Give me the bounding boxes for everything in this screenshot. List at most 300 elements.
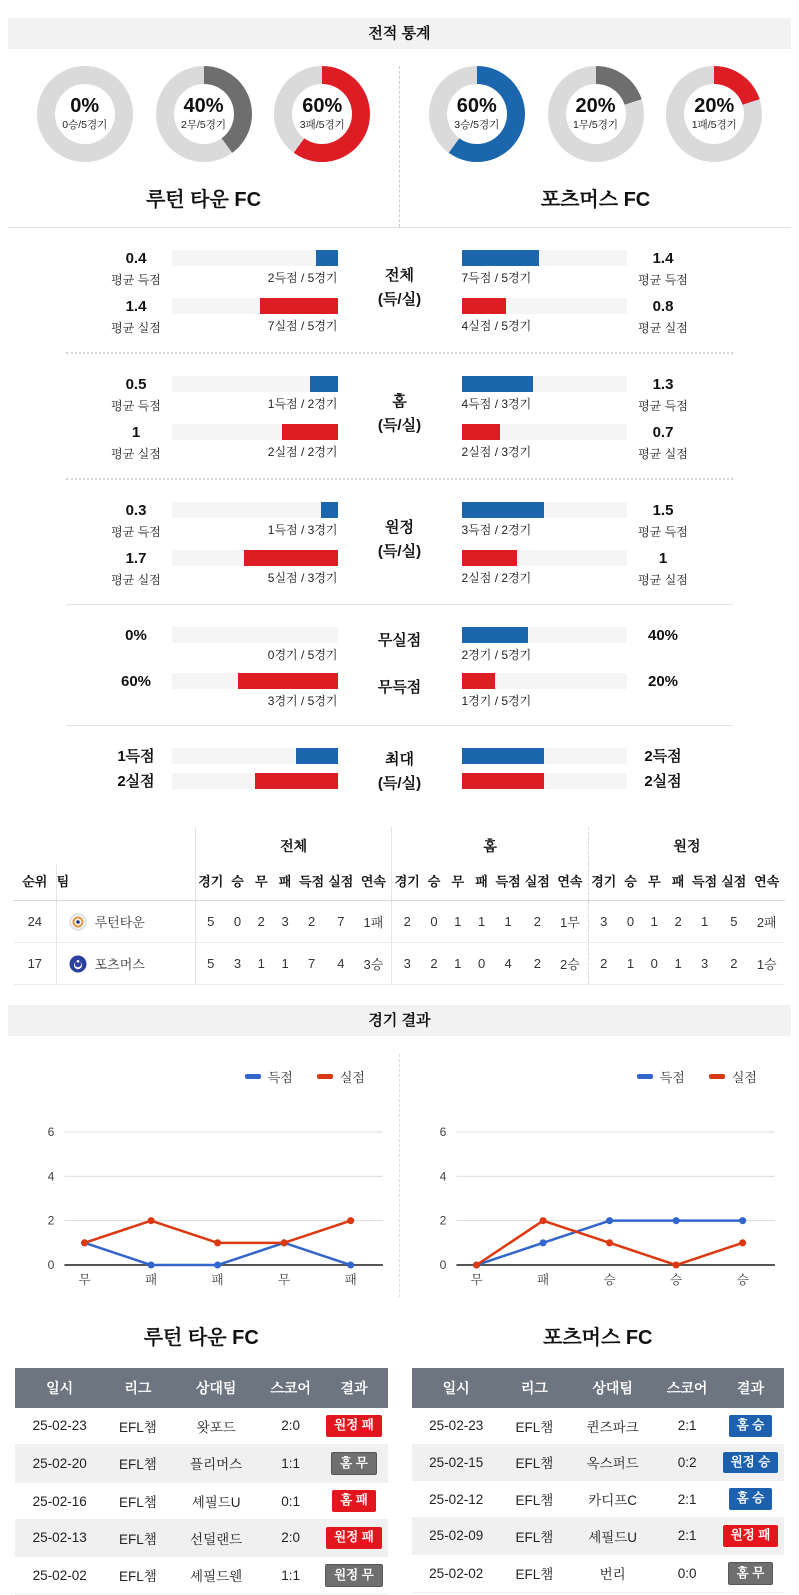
donut-chart-left-2 xyxy=(274,66,370,162)
standings-cell: 2 xyxy=(297,901,326,943)
compare-bar-row xyxy=(104,298,352,336)
col-header-rank: 순위 xyxy=(14,864,56,901)
standings-cell: 0 xyxy=(642,943,666,985)
standings-table xyxy=(14,827,785,985)
bar-value: 0.4 xyxy=(125,250,147,267)
match-opponent: 셰필드U xyxy=(568,1517,657,1554)
standings-cell: 1 xyxy=(249,943,273,985)
bar-fill xyxy=(238,673,337,689)
bar-fill xyxy=(462,424,501,440)
data-point-실점 xyxy=(281,1239,288,1246)
bar-value-label: 평균 득점 xyxy=(111,399,161,413)
result-badge: 원정 패 xyxy=(723,1525,779,1547)
standings-cell: 3승 xyxy=(355,943,392,985)
standings-cell: 5 xyxy=(195,943,225,985)
compare-bar-row xyxy=(104,250,352,288)
chart-left-column xyxy=(8,1054,400,1297)
team-left-summary xyxy=(8,66,400,227)
data-point-실점 xyxy=(148,1217,155,1224)
bar-value-label: 평균 실점 xyxy=(638,321,688,335)
luton-badge-icon xyxy=(69,913,87,931)
match-opponent: 카디프C xyxy=(568,1481,657,1518)
bar-fill xyxy=(462,298,506,314)
bar-value-block xyxy=(104,748,168,765)
match-score: 2:0 xyxy=(261,1408,321,1444)
bar-track xyxy=(462,502,628,518)
chart-right-legend xyxy=(404,1067,787,1086)
bar-value-block xyxy=(104,673,168,709)
match-header-row xyxy=(15,1368,388,1408)
bar-value-label: 평균 득점 xyxy=(638,273,688,287)
portsmouth-badge-icon xyxy=(69,955,87,973)
bar-wrap xyxy=(462,376,628,414)
standings-cell: 2 xyxy=(392,901,422,943)
standings-cell: 1 xyxy=(619,943,643,985)
match-col-header-리그: 리그 xyxy=(501,1368,568,1408)
match-opponent: 셰필드U xyxy=(171,1483,260,1520)
compare-center-label xyxy=(352,748,448,793)
bar-fill xyxy=(282,424,337,440)
data-point-실점 xyxy=(81,1239,88,1246)
match-league: EFL챔 xyxy=(501,1408,568,1444)
stats-section-title: 전적 통계 xyxy=(368,25,431,42)
table-row xyxy=(15,1444,388,1483)
compare-bar-row xyxy=(104,424,352,462)
match-date: 25-02-12 xyxy=(412,1481,501,1518)
y-axis-tick-label: 4 xyxy=(439,1169,447,1184)
bar-fill xyxy=(462,673,495,689)
col-header-승: 승 xyxy=(422,864,446,901)
compare-side-right xyxy=(448,627,696,709)
bar-value-label: 평균 실점 xyxy=(111,447,161,461)
result-badge: 홈 승 xyxy=(729,1488,773,1510)
bar-wrap xyxy=(172,748,338,765)
bar-value: 2실점 xyxy=(644,773,682,790)
bar-sub-label: 4득점 / 3경기 xyxy=(461,397,532,411)
bar-sub-label: 7득점 / 5경기 xyxy=(461,271,532,285)
bar-value-label: 평균 실점 xyxy=(638,447,688,461)
donut-percent-label: 40% xyxy=(183,95,224,117)
legend-item-실점 xyxy=(317,1067,365,1086)
standings-cell: 0 xyxy=(226,901,250,943)
team-left-match-table xyxy=(15,1368,388,1595)
y-axis-tick-label: 0 xyxy=(47,1258,55,1273)
col-header-경기: 경기 xyxy=(588,864,618,901)
x-axis-category-label: 무 xyxy=(78,1273,91,1288)
result-badge: 원정 승 xyxy=(723,1452,779,1474)
compare-bar-row xyxy=(448,773,696,790)
standings-cell: 2 xyxy=(523,901,552,943)
data-point-실점 xyxy=(739,1239,746,1246)
match-result-cell xyxy=(320,1483,387,1520)
bar-value-block xyxy=(631,748,695,765)
match-date: 25-02-15 xyxy=(412,1444,501,1481)
match-opponent: 옥스퍼드 xyxy=(568,1444,657,1481)
standings-cell: 7 xyxy=(326,901,355,943)
bar-wrap xyxy=(462,773,628,790)
compare-side-left xyxy=(104,376,352,462)
col-header-연속: 연속 xyxy=(552,864,589,901)
bar-value: 2득점 xyxy=(644,748,682,765)
line-chart-right xyxy=(404,1102,787,1297)
standings-rank: 24 xyxy=(14,901,56,943)
standings-cell: 0 xyxy=(470,943,494,985)
match-score: 1:1 xyxy=(261,1556,321,1595)
standings-cell: 2 xyxy=(719,943,748,985)
match-score: 0:1 xyxy=(261,1483,321,1520)
donut-hole xyxy=(447,84,507,144)
standings-cell: 3 xyxy=(588,901,618,943)
bar-value-block xyxy=(104,502,168,540)
bar-sub-label: 0경기 / 5경기 xyxy=(267,648,338,662)
match-league: EFL챔 xyxy=(104,1556,171,1595)
donut-percent-label: 60% xyxy=(456,95,497,117)
bar-value-block xyxy=(104,298,168,336)
bar-fill xyxy=(462,773,545,789)
chart-right-column xyxy=(400,1054,791,1297)
x-axis-category-label: 승 xyxy=(603,1273,616,1288)
standings-cell: 5 xyxy=(719,901,748,943)
team-right-donut-row xyxy=(400,66,791,162)
col-header-team: 팀 xyxy=(56,864,195,901)
results-section-header xyxy=(8,1005,791,1036)
legend-label: 득점 xyxy=(659,1070,685,1085)
y-axis-tick-label: 6 xyxy=(439,1125,447,1140)
table-row xyxy=(412,1481,785,1518)
standings-cell: 2 xyxy=(422,943,446,985)
legend-swatch xyxy=(709,1074,725,1079)
match-result-cell xyxy=(717,1554,784,1593)
standings-cell: 1무 xyxy=(552,901,589,943)
match-header-row xyxy=(412,1368,785,1408)
match-result-cell xyxy=(717,1481,784,1518)
match-col-header-결과: 결과 xyxy=(717,1368,784,1408)
donut-hole xyxy=(55,84,115,144)
x-axis-category-label: 무 xyxy=(278,1273,291,1288)
bar-fill xyxy=(462,376,534,392)
table-row xyxy=(15,1519,388,1556)
data-point-득점 xyxy=(214,1261,221,1268)
match-col-header-일시: 일시 xyxy=(15,1368,104,1408)
standings-cell: 7 xyxy=(297,943,326,985)
bar-track xyxy=(172,298,338,314)
compare-side-left xyxy=(104,627,352,709)
standings-cell: 1승 xyxy=(748,943,785,985)
donut-area xyxy=(8,49,791,227)
bar-track xyxy=(172,550,338,566)
team-left-donut-row xyxy=(8,66,399,162)
compare-bar-row xyxy=(448,673,696,709)
bar-sub-label: 7실점 / 5경기 xyxy=(267,319,338,333)
match-date: 25-02-23 xyxy=(412,1408,501,1444)
result-badge: 홈 무 xyxy=(728,1562,774,1586)
col-header-패: 패 xyxy=(470,864,494,901)
match-results-row xyxy=(0,1297,799,1595)
match-table-body xyxy=(412,1408,785,1593)
donut-chart-right-1 xyxy=(548,66,644,162)
bar-value-block xyxy=(631,298,695,336)
donut-percent-label: 0% xyxy=(70,95,100,117)
bar-sub-label: 2실점 / 2경기 xyxy=(461,571,532,585)
line-chart-left xyxy=(12,1102,395,1297)
standings-cell: 4 xyxy=(326,943,355,985)
donut-sub-label: 3승/5경기 xyxy=(454,119,500,131)
donut-sub-label: 1패/5경기 xyxy=(691,119,737,131)
bar-wrap xyxy=(462,424,628,462)
bar-wrap xyxy=(172,424,338,462)
match-league: EFL챔 xyxy=(501,1481,568,1518)
legend-item-득점 xyxy=(245,1067,293,1086)
center-label-line: 무득점 xyxy=(377,679,422,696)
match-col-header-결과: 결과 xyxy=(320,1368,387,1408)
standings-cell: 0 xyxy=(422,901,446,943)
bar-value-block xyxy=(631,250,695,288)
legend-swatch xyxy=(637,1074,653,1079)
x-axis-category-label: 승 xyxy=(670,1273,683,1288)
donut-chart-left-0 xyxy=(37,66,133,162)
standings-row xyxy=(14,943,785,985)
match-date: 25-02-16 xyxy=(15,1483,104,1520)
donut-hole xyxy=(292,84,352,144)
bar-fill xyxy=(462,627,528,643)
col-header-패: 패 xyxy=(273,864,297,901)
col-header-실점: 실점 xyxy=(719,864,748,901)
x-axis-category-label: 무 xyxy=(470,1273,483,1288)
bar-value: 40% xyxy=(647,627,679,644)
bar-value-block xyxy=(104,627,168,663)
bar-track xyxy=(462,298,628,314)
standings-cell: 2패 xyxy=(748,901,785,943)
standings-blank-header xyxy=(14,827,195,864)
bar-wrap xyxy=(172,376,338,414)
match-score: 2:1 xyxy=(657,1481,717,1518)
bar-wrap xyxy=(172,550,338,588)
data-point-득점 xyxy=(540,1239,547,1246)
bar-fill xyxy=(255,773,338,789)
y-axis-tick-label: 2 xyxy=(439,1213,447,1228)
standings-row xyxy=(14,901,785,943)
standings-cell: 3 xyxy=(690,943,719,985)
result-badge: 홈 승 xyxy=(729,1415,773,1437)
bar-wrap xyxy=(462,748,628,765)
col-header-무: 무 xyxy=(249,864,273,901)
result-badge: 홈 무 xyxy=(331,1452,377,1476)
legend-label: 실점 xyxy=(339,1070,365,1085)
match-league: EFL챔 xyxy=(104,1483,171,1520)
match-result-cell xyxy=(320,1444,387,1483)
bar-value: 1 xyxy=(131,424,141,441)
compare-side-left xyxy=(104,250,352,336)
match-opponent: 플리머스 xyxy=(171,1444,260,1483)
data-point-득점 xyxy=(739,1217,746,1224)
center-label-line: 무실점 xyxy=(377,632,422,649)
bar-wrap xyxy=(172,250,338,288)
bar-wrap xyxy=(172,627,338,663)
center-label-line: (득/실) xyxy=(377,290,422,308)
match-opponent: 셰필드웬 xyxy=(171,1556,260,1595)
standings-cell: 1 xyxy=(446,901,470,943)
standings-cell: 2승 xyxy=(552,943,589,985)
standings-cell: 2 xyxy=(588,943,618,985)
compare-bar-row xyxy=(104,673,352,709)
legend-swatch xyxy=(317,1074,333,1079)
compare-bar-row xyxy=(104,550,352,588)
center-label-line: 홈 xyxy=(392,392,407,410)
col-header-승: 승 xyxy=(619,864,643,901)
compare-center-label xyxy=(352,250,448,336)
match-opponent: 퀸즈파크 xyxy=(568,1408,657,1444)
standings-group-header-row xyxy=(14,827,785,864)
match-date: 25-02-02 xyxy=(15,1556,104,1595)
standings-cell: 5 xyxy=(195,901,225,943)
standings-team-name: 포츠머스 xyxy=(94,957,145,972)
compare-bar-row xyxy=(448,627,696,663)
standings-cell: 1 xyxy=(446,943,470,985)
bar-value: 1.4 xyxy=(652,250,674,267)
table-row xyxy=(15,1483,388,1520)
standings-cell: 2 xyxy=(249,901,273,943)
donut-percent-label: 20% xyxy=(694,95,735,117)
match-result-cell xyxy=(717,1517,784,1554)
data-point-실점 xyxy=(540,1217,547,1224)
team-right-results xyxy=(412,1297,785,1595)
col-header-패: 패 xyxy=(666,864,690,901)
compare-center-label xyxy=(352,376,448,462)
center-label-line: (득/실) xyxy=(377,416,422,434)
donut-chart-right-2 xyxy=(666,66,762,162)
standings-team xyxy=(56,901,195,943)
bar-value-block xyxy=(631,673,695,709)
match-league: EFL챔 xyxy=(501,1517,568,1554)
bar-value: 2실점 xyxy=(117,773,155,790)
data-point-득점 xyxy=(673,1217,680,1224)
bar-track xyxy=(462,250,628,266)
match-date: 25-02-23 xyxy=(15,1408,104,1444)
bar-value: 0% xyxy=(125,627,147,644)
y-axis-tick-label: 6 xyxy=(47,1125,55,1140)
match-date: 25-02-13 xyxy=(15,1519,104,1556)
match-opponent: 선덜랜드 xyxy=(171,1519,260,1556)
results-section-title: 경기 결과 xyxy=(368,1012,431,1029)
donut-percent-label: 60% xyxy=(302,95,343,117)
standings-cell: 2 xyxy=(523,943,552,985)
bar-track xyxy=(462,748,628,764)
donut-chart-left-1 xyxy=(156,66,252,162)
standings-cell: 3 xyxy=(226,943,250,985)
match-date: 25-02-02 xyxy=(412,1554,501,1593)
bar-value-block xyxy=(104,250,168,288)
compare-side-right xyxy=(448,250,696,336)
compare-bar-row xyxy=(448,250,696,288)
bar-track xyxy=(172,376,338,392)
bar-sub-label: 3득점 / 2경기 xyxy=(461,523,532,537)
compare-side-left xyxy=(104,502,352,588)
compare-bar-row xyxy=(448,748,696,765)
match-result-cell xyxy=(717,1444,784,1481)
match-score: 1:1 xyxy=(261,1444,321,1483)
standings-cell: 3 xyxy=(392,943,422,985)
match-result-cell xyxy=(320,1556,387,1595)
bar-track xyxy=(172,673,338,689)
match-result-cell xyxy=(320,1519,387,1556)
bar-track xyxy=(172,773,338,789)
bar-track xyxy=(462,424,628,440)
bar-track xyxy=(462,550,628,566)
bar-wrap xyxy=(462,627,628,663)
legend-label: 득점 xyxy=(267,1070,293,1085)
col-header-득점: 득점 xyxy=(690,864,719,901)
legend-swatch xyxy=(245,1074,261,1079)
legend-item-득점 xyxy=(637,1067,685,1086)
match-score: 2:1 xyxy=(657,1517,717,1554)
standings-rank: 17 xyxy=(14,943,56,985)
compare-bar-row xyxy=(104,376,352,414)
bar-track xyxy=(462,673,628,689)
compare-section-4 xyxy=(8,726,791,809)
bar-fill xyxy=(244,550,338,566)
bar-value-label: 평균 실점 xyxy=(111,573,161,587)
bar-wrap xyxy=(462,298,628,336)
table-row xyxy=(15,1556,388,1595)
team-right-summary xyxy=(400,66,791,227)
bar-value-label: 평균 득점 xyxy=(638,525,688,539)
x-axis-category-label: 패 xyxy=(537,1273,550,1288)
standings-cell: 1 xyxy=(666,943,690,985)
bar-value: 1.3 xyxy=(652,376,674,393)
compare-bar-row xyxy=(448,376,696,414)
match-col-header-스코어: 스코어 xyxy=(261,1368,321,1408)
donut-percent-label: 20% xyxy=(575,95,616,117)
bar-value: 20% xyxy=(647,673,679,690)
bar-fill xyxy=(316,250,338,266)
bar-value-block xyxy=(104,376,168,414)
bar-value: 1.7 xyxy=(125,550,147,567)
donut-chart-right-0 xyxy=(429,66,525,162)
data-point-실점 xyxy=(673,1261,680,1268)
bar-sub-label: 1득점 / 3경기 xyxy=(267,523,338,537)
compare-side-right xyxy=(448,748,696,793)
compare-bar-row xyxy=(448,502,696,540)
bar-sub-label: 2경기 / 5경기 xyxy=(461,648,532,662)
donut-hole xyxy=(684,84,744,144)
col-header-경기: 경기 xyxy=(195,864,225,901)
col-header-연속: 연속 xyxy=(355,864,392,901)
bar-track xyxy=(172,627,338,643)
bar-wrap xyxy=(462,250,628,288)
x-axis-category-label: 패 xyxy=(344,1273,357,1288)
bar-fill xyxy=(260,298,337,314)
data-point-득점 xyxy=(606,1217,613,1224)
bar-value: 0.5 xyxy=(125,376,147,393)
col-header-경기: 경기 xyxy=(392,864,422,901)
bar-sub-label: 1경기 / 5경기 xyxy=(461,694,532,708)
chart-left-legend xyxy=(12,1067,395,1086)
match-league: EFL챔 xyxy=(104,1444,171,1483)
match-result-cell xyxy=(320,1408,387,1444)
center-label-line: 전체 xyxy=(385,266,414,284)
compare-bar-row xyxy=(448,298,696,336)
bar-value-block xyxy=(631,627,695,663)
compare-bar-row xyxy=(104,773,352,790)
standings-team xyxy=(56,943,195,985)
bar-track xyxy=(462,627,628,643)
compare-side-left xyxy=(104,748,352,793)
standings-body xyxy=(14,901,785,985)
center-label-line: 원정 xyxy=(385,518,414,536)
standings-cell: 1 xyxy=(493,901,522,943)
bar-sub-label: 4실점 / 5경기 xyxy=(461,319,532,333)
table-row xyxy=(412,1554,785,1593)
